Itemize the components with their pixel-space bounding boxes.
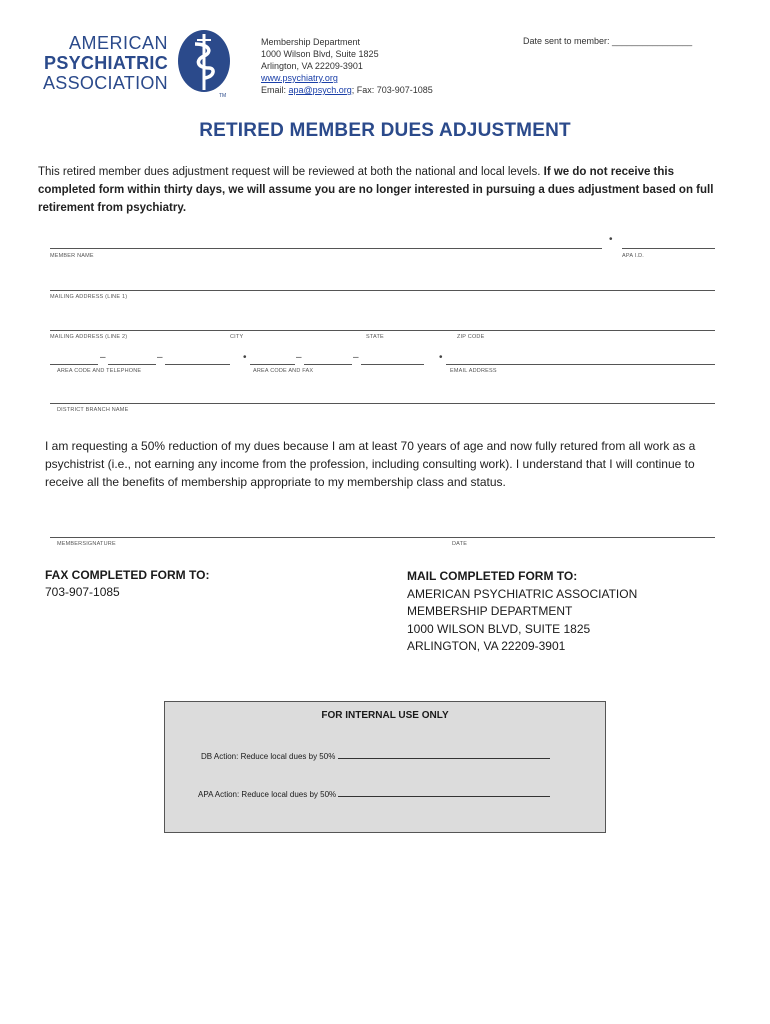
mail-line-4: ARLINGTON, VA 22209-3901 (407, 639, 566, 653)
phone-area-code-field[interactable] (50, 364, 98, 365)
member-name-label: MEMBER NAME (50, 253, 94, 259)
apa-action-field[interactable] (338, 795, 550, 797)
phone-number-field[interactable] (165, 364, 230, 365)
phone-dash-1: – (100, 352, 106, 363)
contact-address-2: Arlington, VA 22209-3901 (261, 61, 363, 71)
mail-line-2: MEMBERSHIP DEPARTMENT (407, 604, 573, 618)
fax-area-code-field[interactable] (250, 364, 295, 365)
mail-heading: MAIL COMPLETED FORM TO: (407, 569, 578, 583)
intro-normal: This retired member dues adjustment request will be reviewed at both the national and local levels. (38, 166, 544, 178)
email-address-label: EMAIL ADDRESS (450, 368, 497, 374)
mailing-address-1-label: MAILING ADDRESS (LINE 1) (50, 294, 128, 300)
db-action-label: DB Action: Reduce local dues by 50% (201, 752, 338, 761)
member-name-field[interactable] (50, 248, 602, 249)
apa-id-field[interactable] (622, 248, 715, 249)
mail-line-3: 1000 WILSON BLVD, SUITE 1825 (407, 621, 591, 636)
mailing-address-1-field[interactable] (50, 290, 715, 291)
fax-dash-2: – (353, 352, 359, 363)
area-code-fax-label: AREA CODE AND FAX (253, 368, 314, 374)
email-address-field[interactable] (446, 364, 715, 365)
logo-tm: TM (219, 93, 227, 98)
area-code-telephone-label: AREA CODE AND TELEPHONE (57, 368, 142, 374)
logo-line-2: PSYCHIATRIC (44, 53, 168, 73)
fax-heading: FAX COMPLETED FORM TO: (45, 568, 210, 582)
contact-address-1: 1000 Wilson Blvd, Suite 1825 (261, 49, 379, 59)
intro-bold: If we do not receive this completed form within thirty days, we will assume you are no longer interested in pursuing a dues adjustment based on full retirement from psychiatry. (38, 166, 714, 214)
logo-line-1: AMERICAN (68, 33, 168, 53)
fax-dash-1: – (296, 352, 302, 363)
signature-field[interactable] (50, 537, 715, 538)
zip-label: ZIP CODE (457, 334, 485, 340)
bullet-2: • (243, 352, 247, 363)
apa-action-row (198, 790, 550, 799)
internal-heading: FOR INTERNAL USE ONLY (321, 710, 449, 721)
bullet-1: • (609, 234, 613, 245)
email-prefix: Email: (261, 85, 287, 95)
apa-logo-emblem-icon (175, 28, 235, 98)
intro-paragraph (38, 163, 728, 217)
logo-line-3: ASSOCIATION (43, 73, 168, 93)
fax-number: 703-907-1085 (45, 585, 120, 599)
fax-prefix-field[interactable] (304, 364, 352, 365)
mail-line-1: AMERICAN PSYCHIATRIC ASSOCIATION (407, 586, 638, 601)
bullet-3: • (439, 352, 443, 363)
date-sent-field[interactable]: Date sent to member: ________________ (523, 36, 693, 46)
member-signature-label: MEMBERSIGNATURE (57, 541, 116, 547)
state-label: STATE (366, 334, 384, 340)
contact-block (261, 36, 433, 96)
website-link[interactable]: www.psychiatry.org (261, 73, 338, 83)
form-title: RETIRED MEMBER DUES ADJUSTMENT (199, 120, 571, 141)
contact-dept: Membership Department (261, 37, 361, 47)
request-paragraph: I am requesting a 50% reduction of my dues because I am at least 70 years of age and now fully retured from all work as a psychistrist (i.e., not earning any income from the profession, including consulting work). I understand that I will continue to receive all the benefits of membership appropriate to my membership class and status. (45, 439, 696, 489)
internal-use-box (164, 701, 606, 833)
district-branch-field[interactable] (50, 403, 715, 404)
db-action-row (201, 752, 550, 761)
phone-prefix-field[interactable] (108, 364, 156, 365)
date-label: DATE (452, 541, 468, 547)
contact-fax: ; Fax: 703-907-1085 (351, 85, 433, 95)
mail-block (407, 568, 637, 656)
mailing-address-2-label: MAILING ADDRESS (LINE 2) (50, 334, 128, 340)
apa-id-label: APA I.D. (622, 253, 644, 259)
fax-number-field[interactable] (361, 364, 424, 365)
db-action-field[interactable] (338, 757, 550, 759)
district-branch-label: DISTRICT BRANCH NAME (57, 407, 129, 413)
apa-logo-wordmark (36, 33, 168, 93)
city-label: CITY (230, 334, 244, 340)
email-link[interactable]: apa@psych.org (288, 85, 352, 95)
apa-action-label: APA Action: Reduce local dues by 50% (198, 790, 339, 799)
phone-dash-2: – (157, 352, 163, 363)
mailing-address-2-field[interactable] (50, 330, 715, 331)
